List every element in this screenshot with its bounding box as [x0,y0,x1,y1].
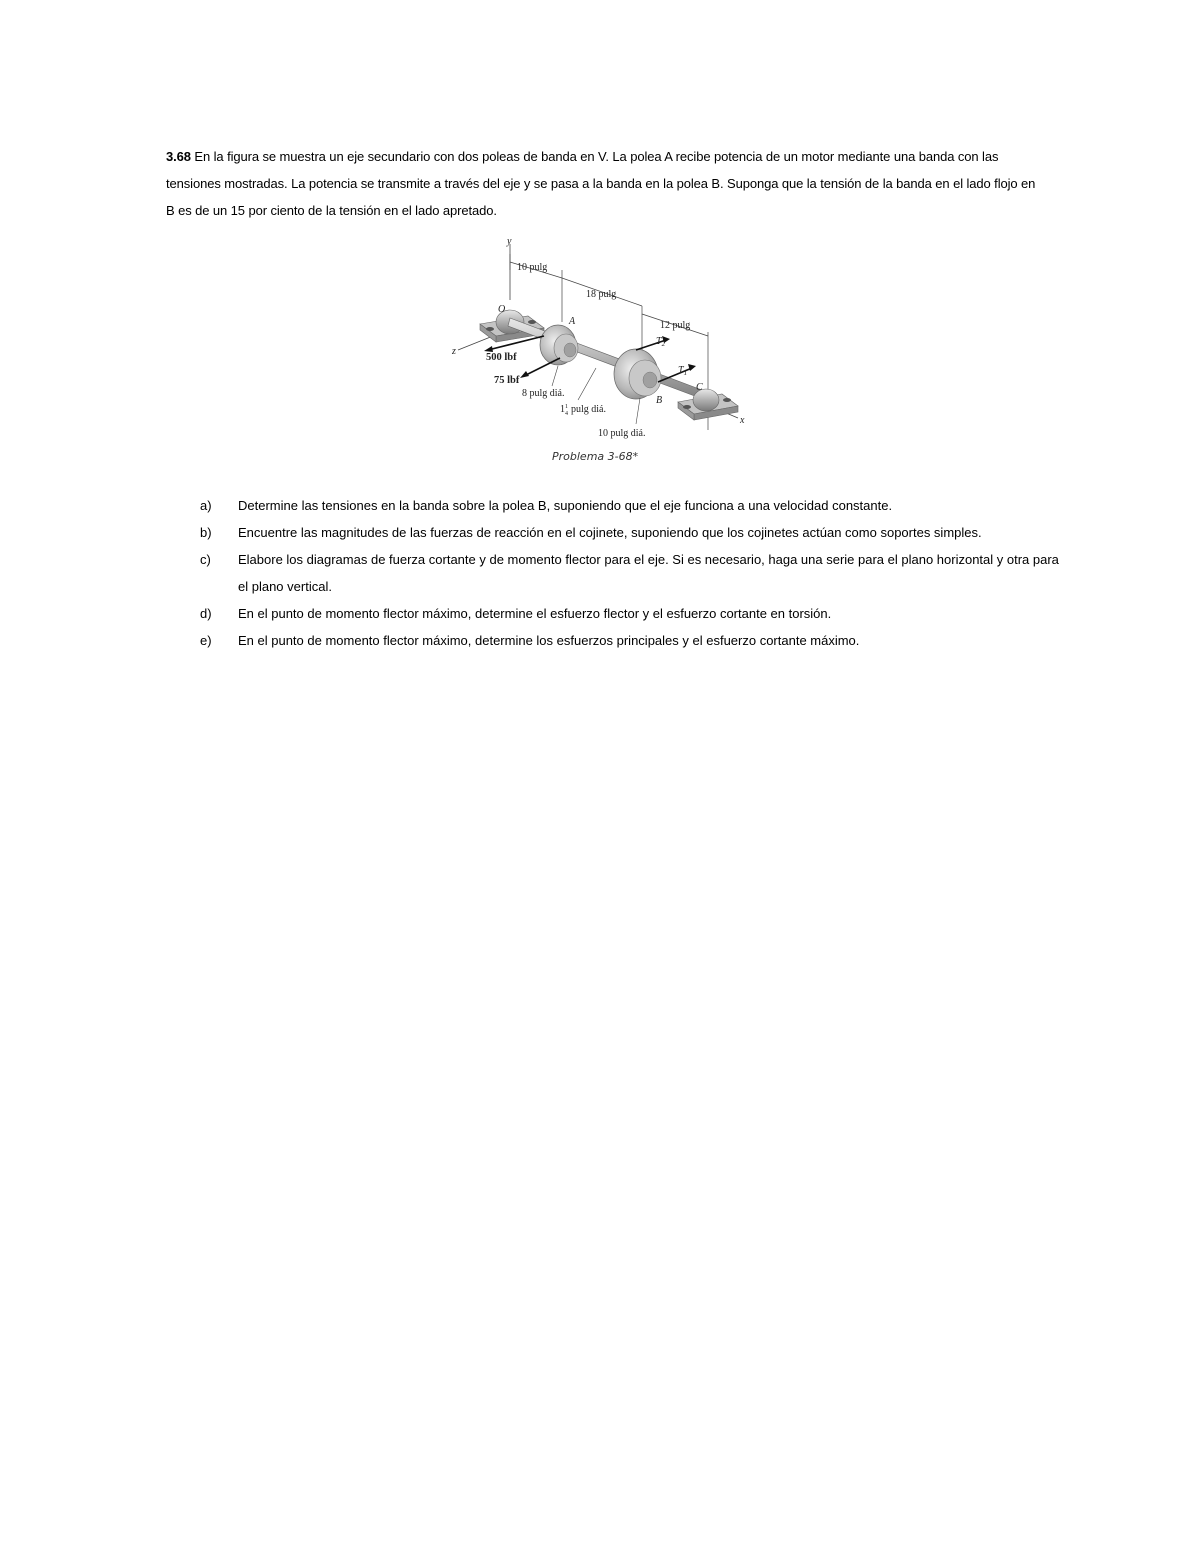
pulley-b [614,349,661,399]
point-b-label: B [656,395,663,406]
figure-caption: Problema 3-68* [552,450,639,463]
z-axis-label: z [452,346,456,357]
question-text: Elabore los diagramas de fuerza cortante y de momento flector para el eje. Si es necesario, haga una serie para el plano horizontal y otra para el plano vertical. [238,552,1059,594]
dia-8-label: 8 pulg diá. [522,388,565,399]
question-text: En el punto de momento flector máximo, determine los esfuerzos principales y el esfuerzo cortante máximo. [238,633,860,648]
x-axis-label: x [740,415,745,426]
problem-text: En la figura se muestra un eje secundario con dos poleas de banda en V. La polea A recibe potencia de un motor mediante una banda con las tensiones mostradas. La potencia se transmite a través del eje y se pasa a la banda en la polea B. Suponga que la tensión de la banda en el lado flojo en B es de un 15 por ciento de la tensión en el lado apretado. [166,149,1036,218]
force-75-arrow [524,358,560,376]
dim-10-label: 10 pulg [517,262,548,273]
question-item [200,600,1060,627]
question-item [200,627,1060,654]
question-marker: a) [200,498,212,513]
point-c-label: C [696,382,703,393]
point-o-label: O [498,304,506,315]
point-a-label: A [569,316,576,327]
dia-shaft-label: $1^1$ 4 pulg diá. [560,404,606,417]
question-text: En el punto de momento flector máximo, determine el esfuerzo flector y el esfuerzo cortante en torsión. [238,606,832,621]
dia-10-label: 10 pulg diá. [598,428,646,439]
question-marker: c) [200,552,211,567]
bearing-c [678,389,738,420]
question-marker: e) [200,633,212,648]
force-75-label: 75 lbf [494,375,520,386]
y-axis-label: y [507,236,512,247]
question-item [200,492,1060,519]
question-item [200,519,1060,546]
dim-18-label: 18 pulg [586,289,617,300]
question-text: Determine las tensiones en la banda sobre la polea B, suponiendo que el eje funciona a una velocidad constante. [238,498,893,513]
question-text: Encuentre las magnitudes de las fuerzas de reacción en el cojinete, suponiendo que los cojinetes actúan como soportes simples. [238,525,982,540]
t1-label: $T_1$ [678,365,688,377]
problem-statement [166,143,1046,224]
question-marker: d) [200,606,212,621]
shaft-figure [440,232,770,470]
problem-number: 3.68 [166,149,191,164]
question-list [200,492,1060,654]
force-500-label: 500 lbf [486,352,517,363]
dim-12-label: 12 pulg [660,320,691,331]
question-marker: b) [200,525,212,540]
question-item [200,546,1060,600]
shaft-diagram [440,232,770,470]
t2-label: $T_2$ [656,336,666,348]
